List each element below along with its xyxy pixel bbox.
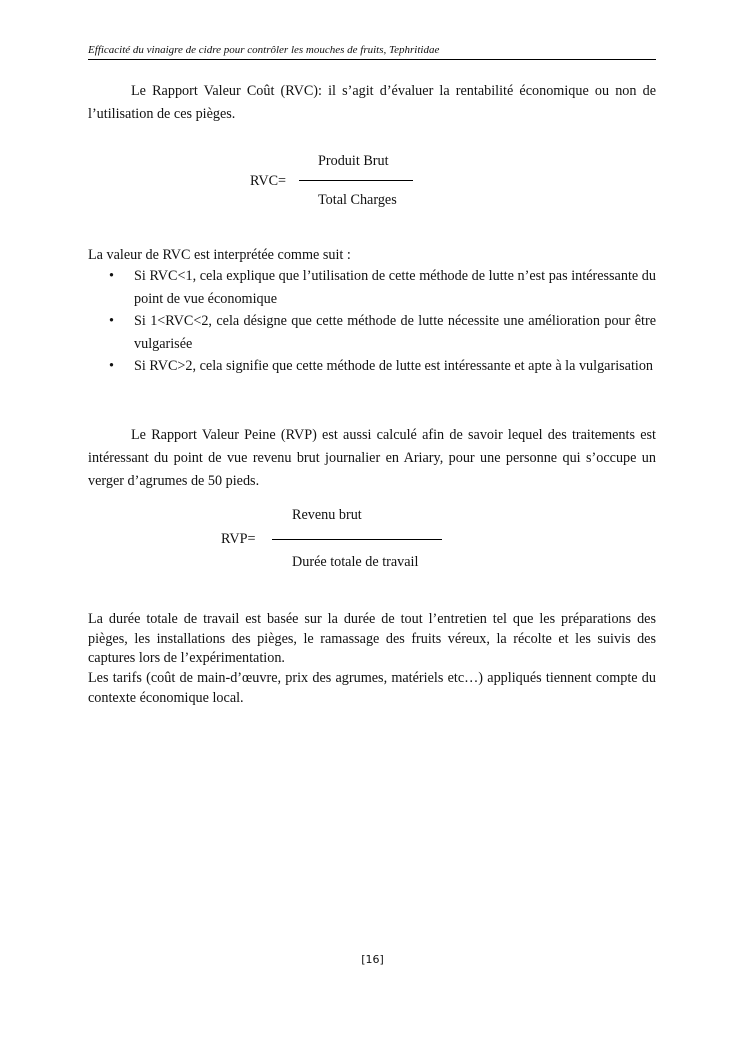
bullet-icon: • bbox=[109, 313, 114, 329]
rvp-numerator: Revenu brut bbox=[292, 507, 362, 523]
rvc-denominator: Total Charges bbox=[318, 192, 397, 208]
tariffs-paragraph: Les tarifs (coût de main-d’œuvre, prix des agrumes, matériels etc…) appliqués tiennent compte du contexte économique local. bbox=[88, 670, 656, 706]
bullet-icon: • bbox=[109, 358, 114, 374]
rvp-intro-paragraph: Le Rapport Valeur Peine (RVP) est aussi calculé afin de savoir lequel des traitements est intéressant du point de vue revenu brut journalier en Ariary, pour une personne qui s’occupe un verger d’agrumes de 50 pieds. bbox=[88, 427, 656, 489]
rvc-fraction-bar bbox=[299, 180, 413, 181]
rvc-numerator: Produit Brut bbox=[318, 153, 389, 169]
page-number: [16] bbox=[361, 953, 384, 966]
rvc-intro-paragraph: Le Rapport Valeur Coût (RVC): il s’agit d’évaluer la rentabilité économique ou non de l’utilisation de ces pièges. bbox=[88, 83, 656, 122]
rvc-label: RVC= bbox=[250, 173, 287, 189]
rvp-denominator: Durée totale de travail bbox=[292, 554, 419, 570]
list-item: • Si RVC<1, cela explique que l’utilisation de cette méthode de lutte n’est pas intéressante du point de vue économique bbox=[88, 265, 656, 310]
running-header: Efficacité du vinaigre de cidre pour contrôler les mouches de fruits, Tephritidae bbox=[88, 44, 656, 60]
rvp-fraction-bar bbox=[272, 539, 442, 540]
list-item: • Si 1<RVC<2, cela désigne que cette méthode de lutte nécessite une amélioration pour être vulgarisée bbox=[88, 310, 656, 355]
rvc-interpretation-list bbox=[88, 265, 656, 378]
bullet-icon: • bbox=[109, 268, 114, 284]
list-item: • Si RVC>2, cela signifie que cette méthode de lutte est intéressante et apte à la vulgarisation bbox=[88, 355, 656, 378]
rvc-interpretation-lead: La valeur de RVC est interprétée comme suit : bbox=[88, 247, 351, 263]
work-duration-paragraph: La durée totale de travail est basée sur la durée de tout l’entretien tel que les préparations des pièges, les installations des pièges, le ramassage des fruits véreux, la récolte et les suivis des captures lors de l’expérimentation. bbox=[88, 611, 656, 666]
rvp-label: RVP= bbox=[221, 531, 256, 547]
